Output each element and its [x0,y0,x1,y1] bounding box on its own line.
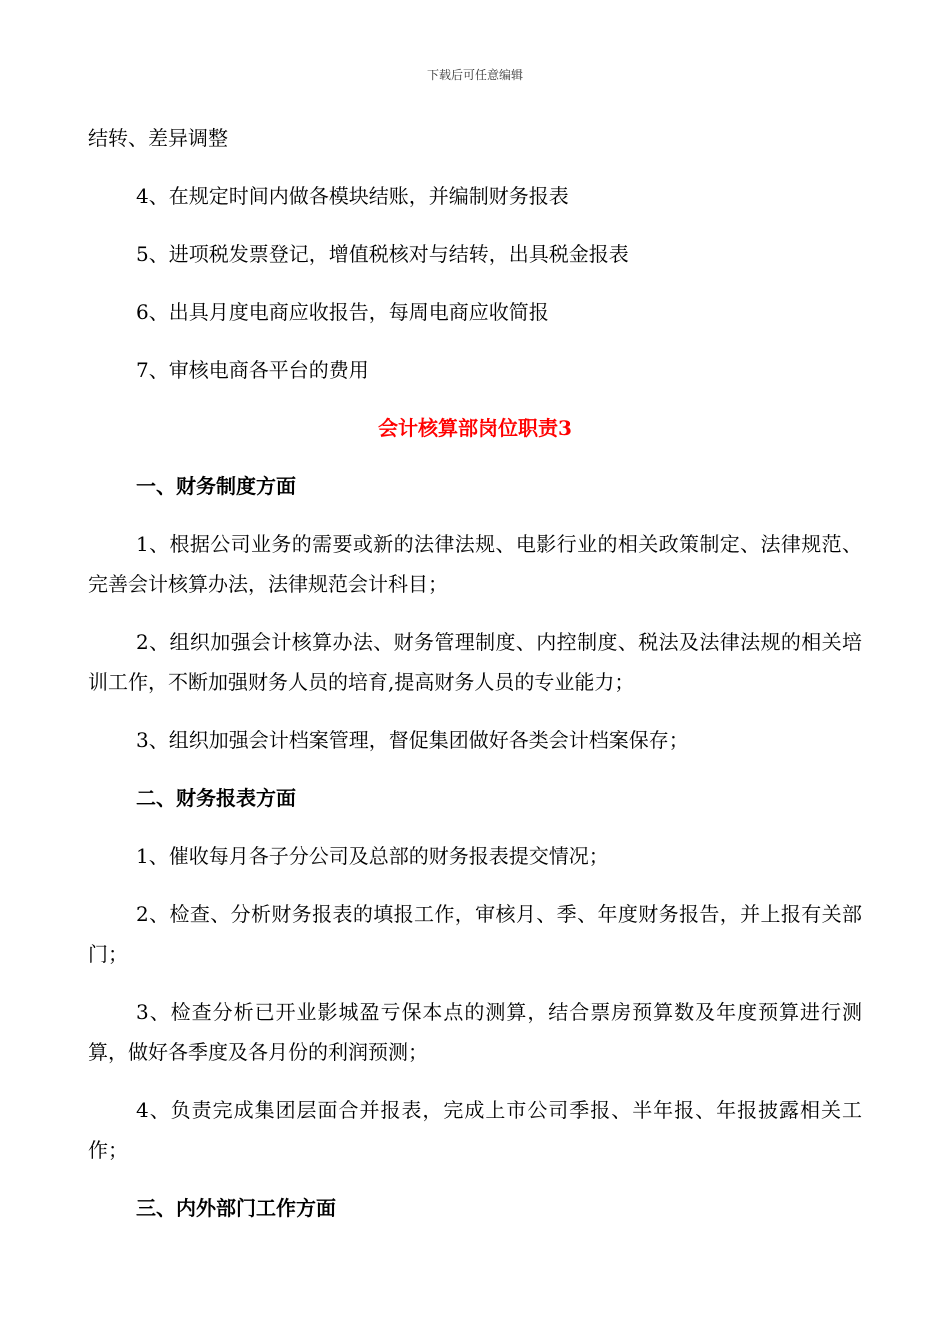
paragraph: 7、审核电商各平台的费用 [136,358,369,382]
paragraph: 2、检查、分析财务报表的填报工作，审核月、季、年度财务报告，并上报有关部门； [88,902,862,966]
section-title: 会计核算部岗位职责3 [378,416,572,440]
paragraph: 1、催收每月各子分公司及总部的财务报表提交情况； [136,844,609,868]
paragraph: 结转、差异调整 [88,126,228,150]
section-heading: 三、内外部门工作方面 [136,1196,336,1220]
paragraph: 2、组织加强会计核算办法、财务管理制度、内控制度、税法及法律法规的相关培训工作，不断加强财务人员的培育,提高财务人员的专业能力； [88,630,862,694]
document-body [88,118,862,1246]
paragraph: 4、在规定时间内做各模块结账，并编制财务报表 [136,184,569,208]
paragraph: 3、组织加强会计档案管理，督促集团做好各类会计档案保存； [136,728,689,752]
paragraph: 3、检查分析已开业影城盈亏保本点的测算，结合票房预算数及年度预算进行测算，做好各季度及各月份的利润预测； [88,1000,862,1064]
section-heading: 一、财务制度方面 [136,474,296,498]
section-heading: 二、财务报表方面 [136,786,296,810]
paragraph: 6、出具月度电商应收报告，每周电商应收简报 [136,300,549,324]
paragraph: 1、根据公司业务的需要或新的法律法规、电影行业的相关政策制定、法律规范、完善会计核算办法，法律规范会计科目； [88,532,862,596]
page-header: 下载后可任意编辑 [426,68,523,82]
paragraph: 4、负责完成集团层面合并报表，完成上市公司季报、半年报、年报披露相关工作； [88,1098,862,1162]
paragraph: 5、进项税发票登记，增值税核对与结转，出具税金报表 [136,242,629,266]
